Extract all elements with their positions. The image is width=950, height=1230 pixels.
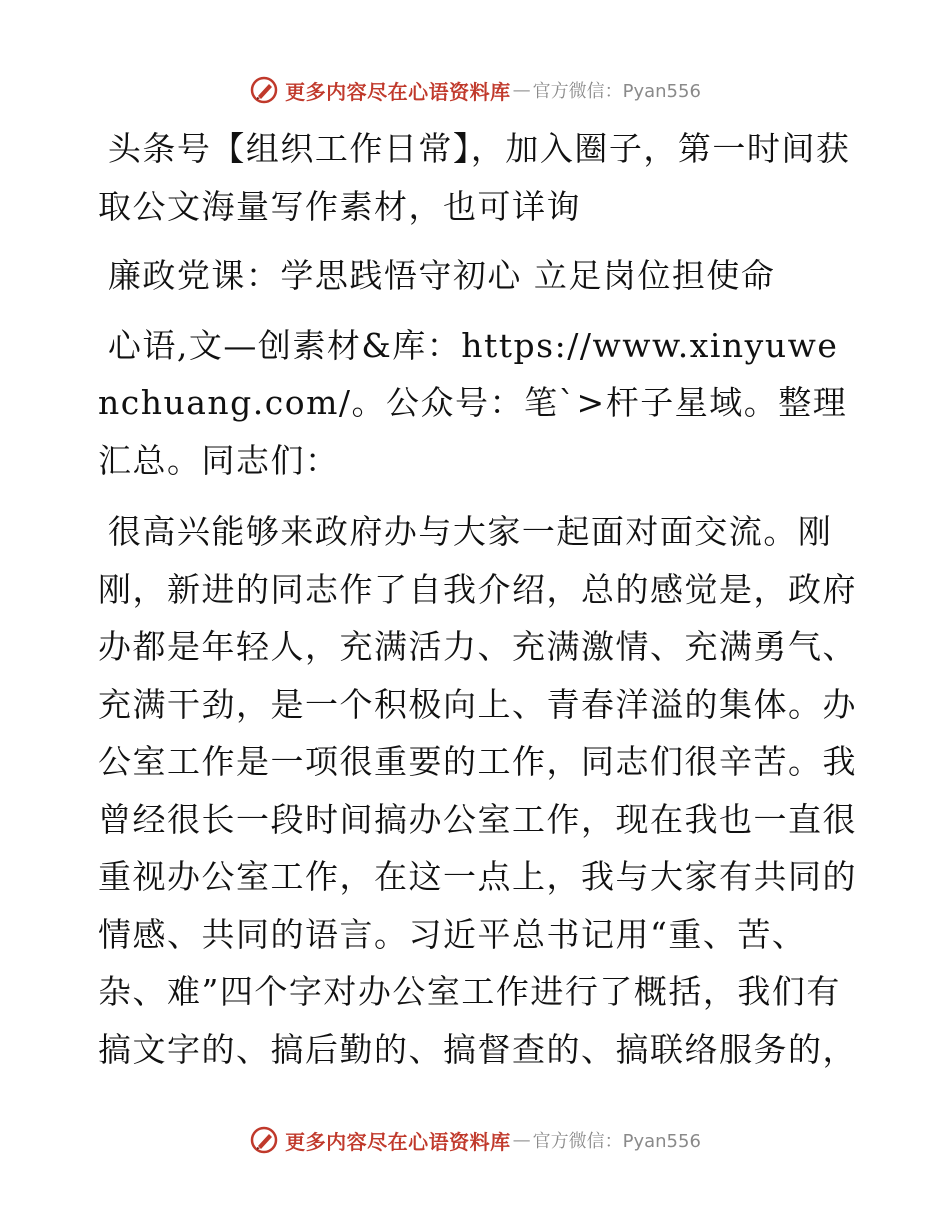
banner-separator: — <box>512 1129 531 1151</box>
banner-wechat-text: 官方微信：Pyan556 <box>532 81 701 102</box>
body-paragraph: 很高兴能够来政府办与大家一起面对面交流。刚刚，新进的同志作了自我介绍，总的感觉是，政府办都是年轻人，充满活力、充满激情、充满勇气、充满干劲，是一个积极向上、青春洋溢的集体。办公室工作是一项很重要的工作，同志们很辛苦。我曾经很长一段时间搞办公室工作，现在我也一直很重视办公室工作，在这一点上，我与大家有共同的情感、共同的语言。习近平总书记用“重、苦、杂、难”四个字对办公室工作进行了概括，我们有搞文字的、搞后勤的、搞督查的、搞联络服务的， <box>98 512 857 1069</box>
pen-logo-icon <box>249 1125 279 1155</box>
banner-site-text: 更多内容尽在心语资料库 <box>285 1129 511 1154</box>
header-watermark-banner <box>0 70 950 110</box>
pen-logo-icon <box>249 75 279 105</box>
banner-site-text: 更多内容尽在心语资料库 <box>285 79 511 104</box>
source-paragraph: 心语,文—创素材&库：https://www.xinyuwenchuang.com/。公众号：笔`>杆子星域。整理汇总。同志们： <box>98 325 848 480</box>
banner-wechat-text: 官方微信：Pyan556 <box>532 1131 701 1152</box>
document-body <box>98 120 858 1090</box>
intro-paragraph: 头条号【组织工作日常】，加入圈子，第一时间获取公文海量写作素材，也可详询 <box>98 129 851 226</box>
footer-watermark-banner <box>0 1120 950 1160</box>
lecture-title: 廉政党课：学思践悟守初心 立足岗位担使命 <box>107 256 776 295</box>
banner-separator: — <box>512 79 531 101</box>
